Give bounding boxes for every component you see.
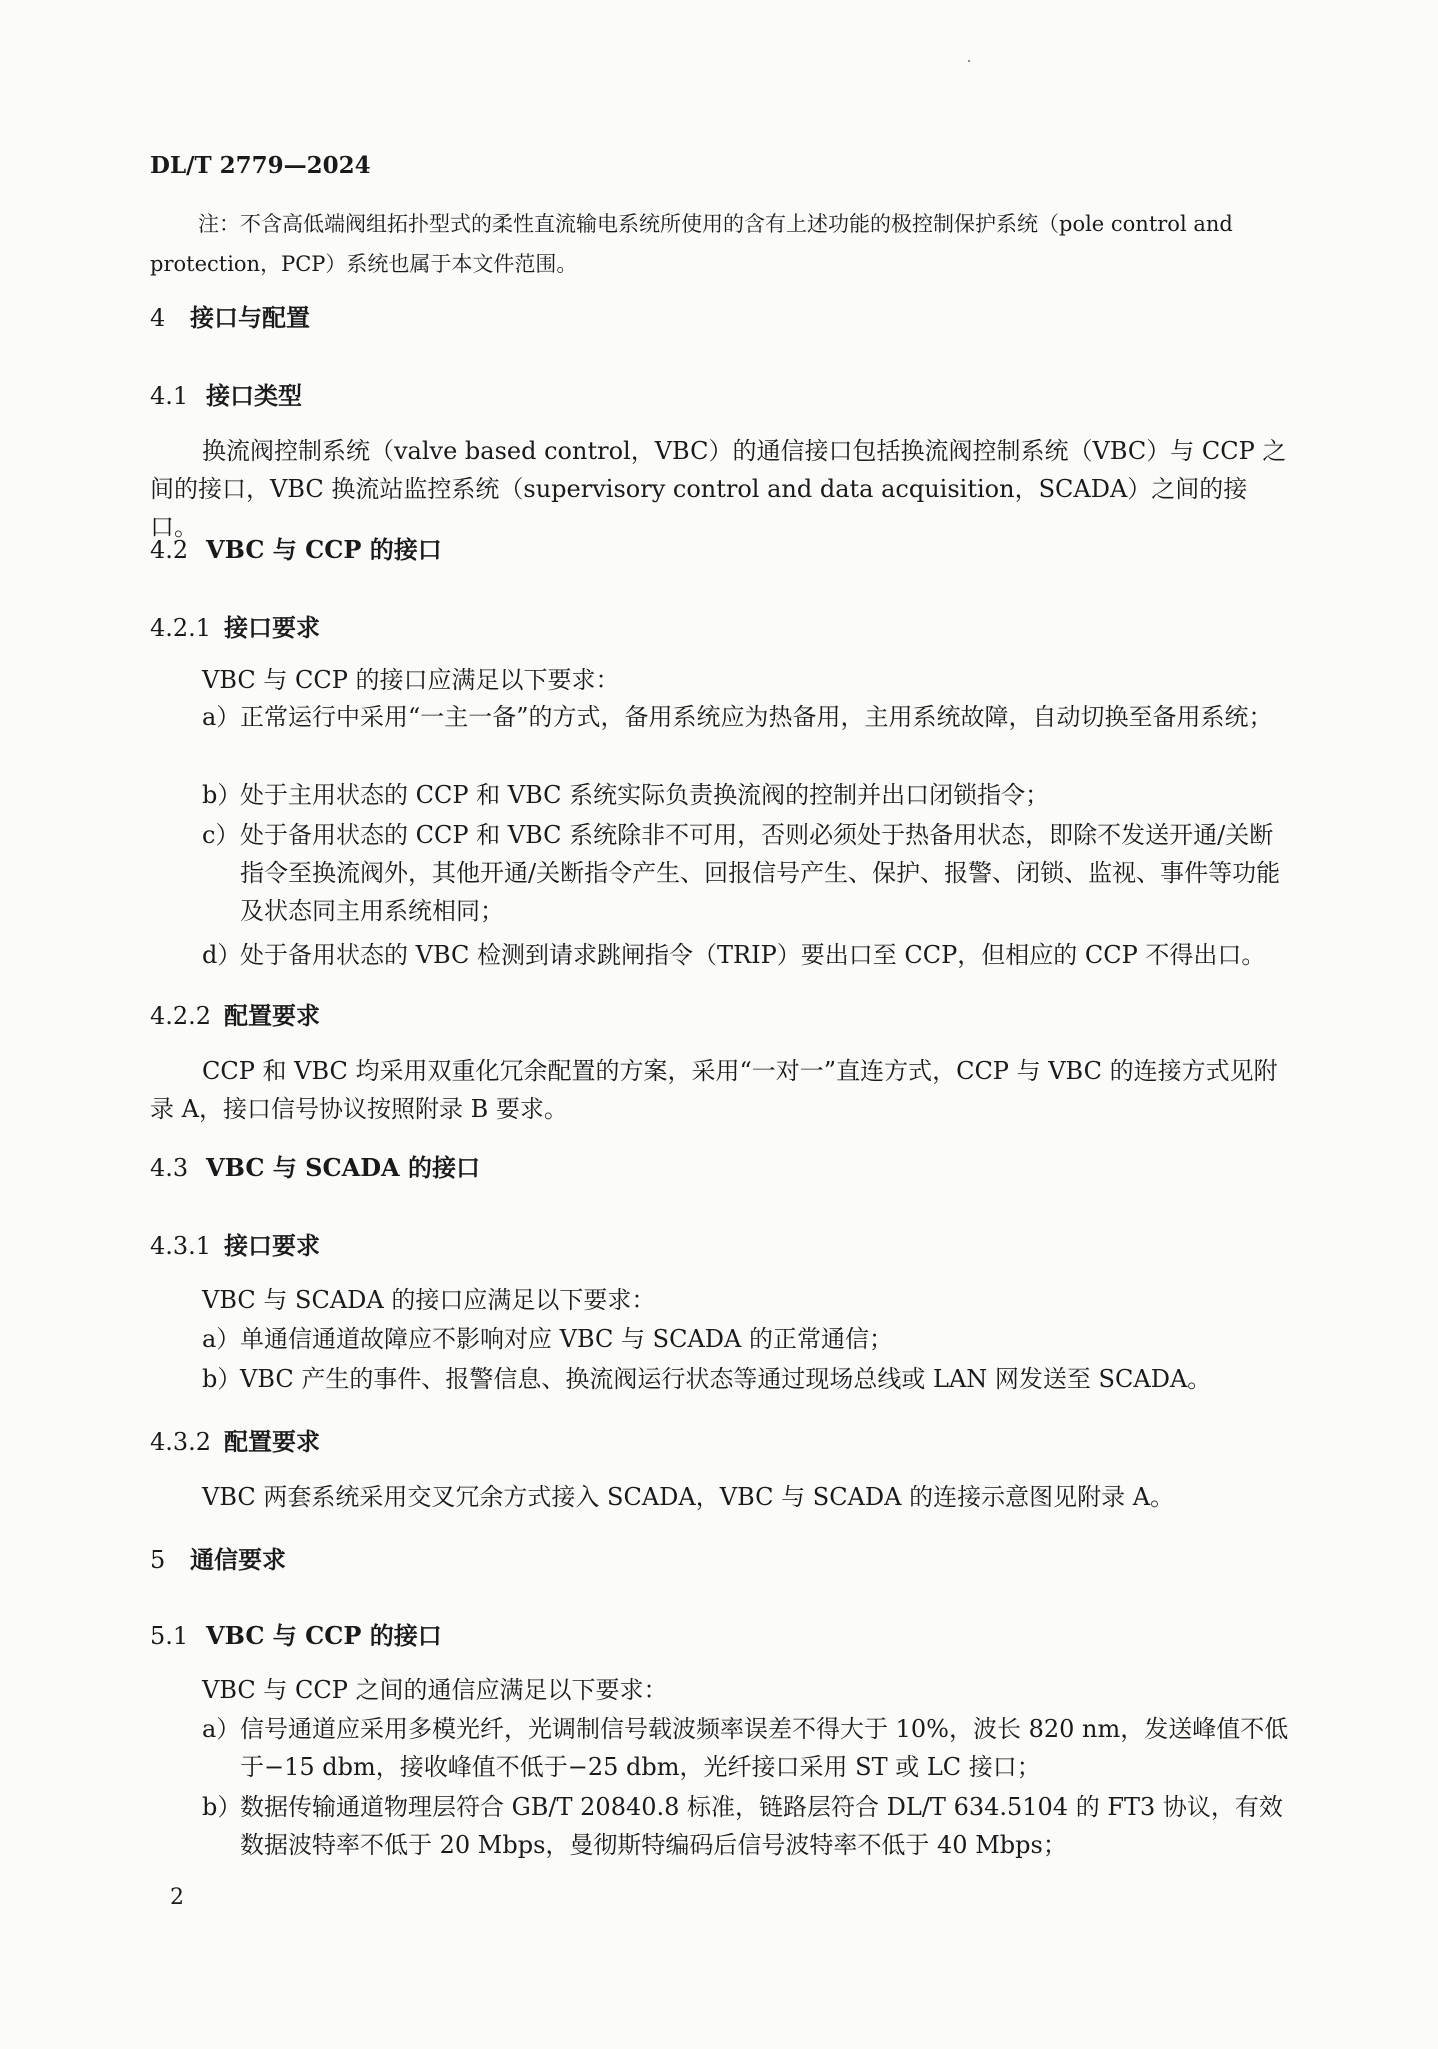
list-item-text: 正常运行中采用“一主一备”的方式，备用系统应为热备用，主用系统故障，自动切换至备用系统； bbox=[240, 703, 1273, 731]
section-number: 4.3 bbox=[150, 1154, 189, 1182]
list-item-label: c） bbox=[202, 821, 240, 849]
section-4-1-heading bbox=[150, 378, 1290, 414]
section-4-heading bbox=[150, 300, 1290, 336]
list-item bbox=[150, 936, 1290, 974]
section-number: 4.3.1 bbox=[150, 1232, 212, 1260]
section-4-3-2-heading bbox=[150, 1424, 1290, 1460]
list-item bbox=[150, 816, 1290, 930]
list-item bbox=[150, 1360, 1290, 1398]
page-number: 2 bbox=[170, 1885, 184, 1910]
list-item-text: 处于主用状态的 CCP 和 VBC 系统实际负责换流阀的控制并出口闭锁指令； bbox=[240, 781, 1050, 809]
section-number: 5.1 bbox=[150, 1622, 189, 1650]
section-4-1-paragraph: 换流阀控制系统（valve based control，VBC）的通信接口包括换流阀控制系统（VBC）与 CCP 之间的接口，VBC 换流站监控系统（supervisory control and data acquisition，SCADA）之间的接口。 bbox=[150, 437, 1287, 541]
section-4-2-1-heading bbox=[150, 610, 1290, 646]
list-item bbox=[150, 1788, 1290, 1864]
document-id: DL/T 2779—2024 bbox=[150, 152, 371, 179]
list-item-label: b） bbox=[202, 1365, 242, 1393]
list-item-text: VBC 产生的事件、报警信息、换流阀运行状态等通过现场总线或 LAN 网发送至 SCADA。 bbox=[240, 1365, 1212, 1393]
section-4-2-2-paragraph: CCP 和 VBC 均采用双重化冗余配置的方案，采用“一对一”直连方式，CCP 与 VBC 的连接方式见附录 A，接口信号协议按照附录 B 要求。 bbox=[150, 1057, 1278, 1123]
section-number: 4 bbox=[150, 304, 166, 332]
section-title: 接口类型 bbox=[206, 381, 302, 410]
section-number: 4.2 bbox=[150, 536, 189, 564]
section-4-3-1-intro: VBC 与 SCADA 的接口应满足以下要求： bbox=[202, 1286, 656, 1314]
section-title: 接口与配置 bbox=[190, 303, 310, 332]
section-4-3-heading bbox=[150, 1150, 1290, 1186]
list-item-text: 信号通道应采用多模光纤，光调制信号载波频率误差不得大于 10%，波长 820 nm，发送峰值不低于−15 dbm，接收峰值不低于−25 dbm，光纤接口采用 ST 或 LC 接口； bbox=[240, 1715, 1289, 1781]
section-4-2-1-intro: VBC 与 CCP 的接口应满足以下要求： bbox=[202, 666, 620, 694]
scan-speck bbox=[968, 60, 970, 62]
list-item-label: a） bbox=[202, 703, 241, 731]
section-title: 接口要求 bbox=[224, 1231, 320, 1260]
section-title: VBC 与 SCADA 的接口 bbox=[206, 1153, 481, 1182]
list-item-text: 处于备用状态的 VBC 检测到请求跳闸指令（TRIP）要出口至 CCP，但相应的 CCP 不得出口。 bbox=[240, 941, 1266, 969]
section-4-3-2-paragraph: VBC 两套系统采用交叉冗余方式接入 SCADA，VBC 与 SCADA 的连接示意图见附录 A。 bbox=[202, 1483, 1175, 1511]
list-item bbox=[150, 698, 1290, 736]
list-item-label: d） bbox=[202, 941, 242, 969]
section-title: VBC 与 CCP 的接口 bbox=[206, 1621, 442, 1650]
list-item bbox=[150, 1710, 1290, 1786]
list-item-label: a） bbox=[202, 1715, 241, 1743]
section-title: 配置要求 bbox=[224, 1001, 320, 1030]
section-number: 4.3.2 bbox=[150, 1428, 212, 1456]
list-item-text: 处于备用状态的 CCP 和 VBC 系统除非不可用，否则必须处于热备用状态，即除不发送开通/关断指令至换流阀外，其他开通/关断指令产生、回报信号产生、保护、报警、闭锁、监视、事件等功能及状态同主用系统相同； bbox=[240, 821, 1281, 925]
list-item-label: b） bbox=[202, 781, 242, 809]
section-5-heading bbox=[150, 1542, 1290, 1578]
list-item bbox=[150, 776, 1290, 814]
list-item-label: a） bbox=[202, 1325, 241, 1353]
list-item bbox=[150, 1320, 1290, 1358]
section-4-3-1-heading bbox=[150, 1228, 1290, 1264]
section-number: 4.2.2 bbox=[150, 1002, 212, 1030]
section-title: 通信要求 bbox=[190, 1545, 286, 1574]
section-number: 4.1 bbox=[150, 382, 189, 410]
section-title: 接口要求 bbox=[224, 613, 320, 642]
section-title: VBC 与 CCP 的接口 bbox=[206, 535, 442, 564]
section-5-1-intro: VBC 与 CCP 之间的通信应满足以下要求： bbox=[202, 1676, 668, 1704]
list-item-text: 单通信通道故障应不影响对应 VBC 与 SCADA 的正常通信； bbox=[240, 1325, 894, 1353]
scope-note: 注：不含高低端阀组拓扑型式的柔性直流输电系统所使用的含有上述功能的极控制保护系统（pole control and protection，PCP）系统也属于本文件范围。 bbox=[150, 212, 1233, 276]
section-4-2-heading bbox=[150, 532, 1290, 568]
section-number: 5 bbox=[150, 1546, 166, 1574]
list-item-label: b） bbox=[202, 1793, 242, 1821]
section-4-2-2-heading bbox=[150, 998, 1290, 1034]
section-title: 配置要求 bbox=[224, 1427, 320, 1456]
section-5-1-heading bbox=[150, 1618, 1290, 1654]
list-item-text: 数据传输通道物理层符合 GB/T 20840.8 标准，链路层符合 DL/T 634.5104 的 FT3 协议，有效数据波特率不低于 20 Mbps，曼彻斯特编码后信号波特率不低于 40 Mbps； bbox=[240, 1793, 1283, 1859]
section-number: 4.2.1 bbox=[150, 614, 212, 642]
